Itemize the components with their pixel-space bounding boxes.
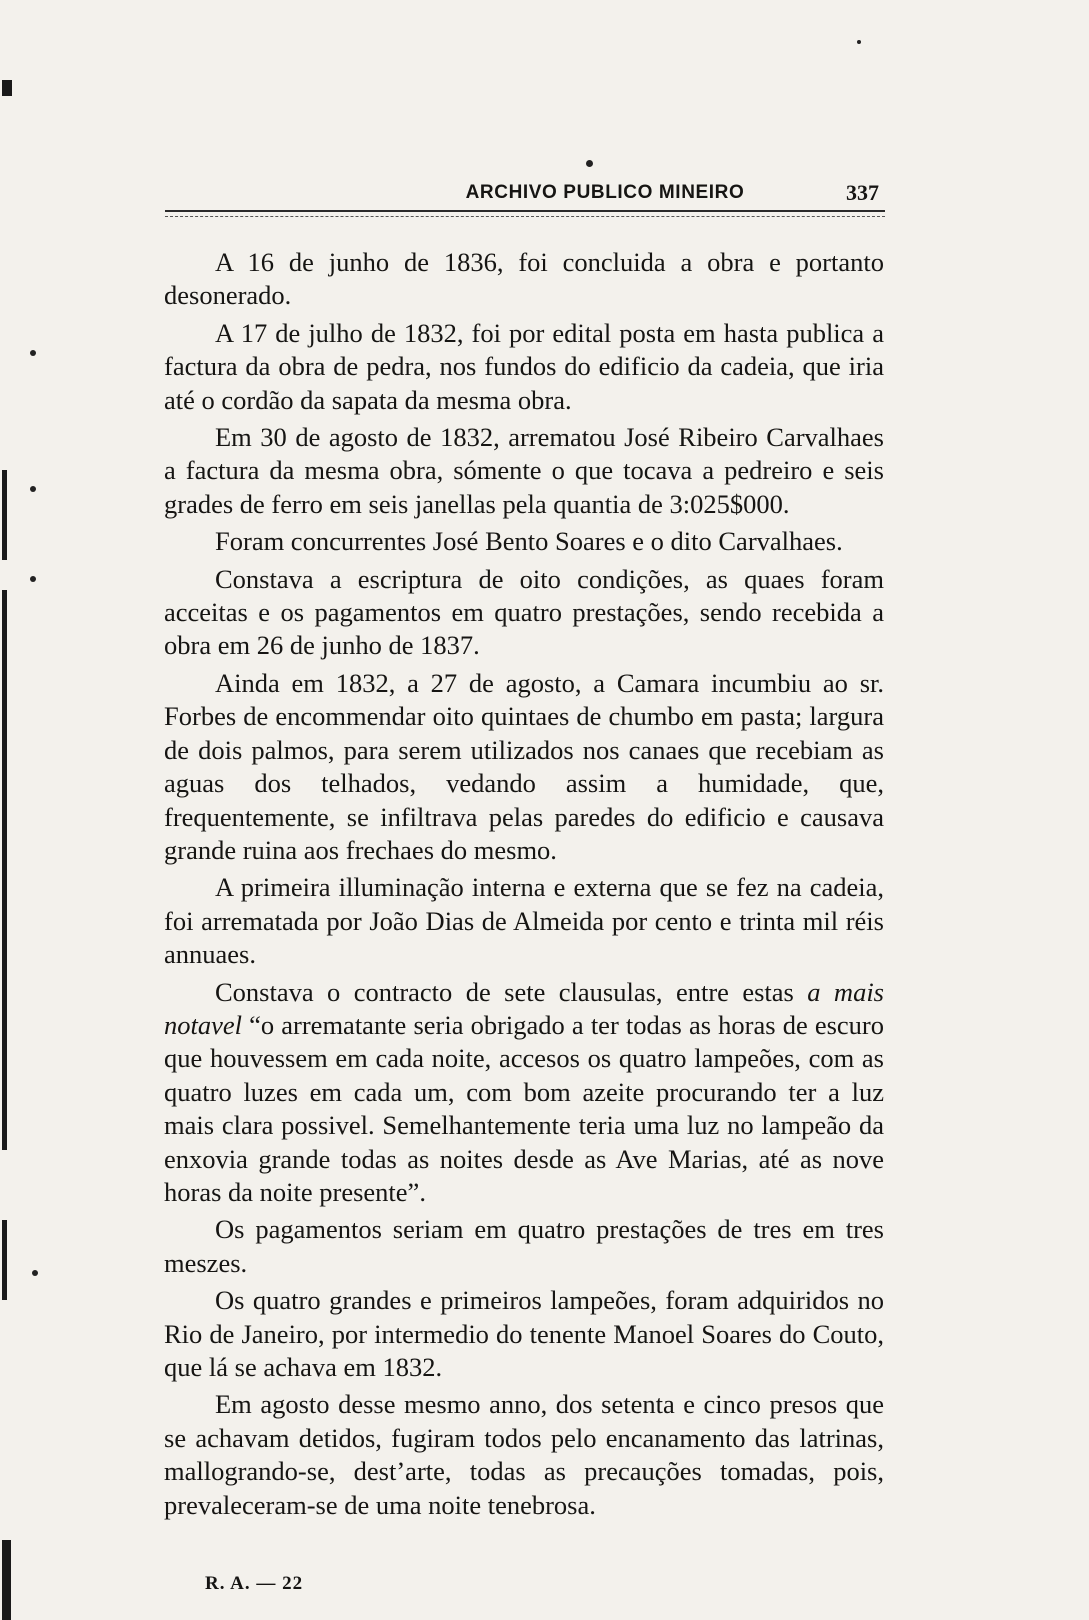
header-ornament-dot [586,160,593,167]
contract-italic-text: a mais notavel [164,976,884,1040]
contract-text-after: “o arrematante seria obrigado a ter todas as horas de escuro que houvessem em cada noite, accesos os quatro lampeões, com as quatro luzes em cada um, com bom azeite procurando ter a luz mais clara possivel. Semelhantemente teria uma luz no lampeão da enxovia grande todas as noites desde as Ave Marias, até as nove horas da noite presente”. [164,1009,884,1207]
speck [30,576,36,582]
paragraph: Constava a escriptura de oito condições, as quaes foram acceitas e os pagamentos em quatro prestações, sendo recebida a obra em 26 de junho de 1837. [164,563,884,661]
paragraph: Os pagamentos seriam em quatro prestações de tres em tres meszes. [164,1214,884,1278]
paragraph: A 17 de julho de 1832, foi por edital posta em hasta publica a factura da obra de pedra, nos fundos do edificio da cadeia, que iria até o cordão da sapata da mesma obra. [164,317,884,415]
page-header [165,180,885,220]
paragraph: Em 30 de agosto de 1832, arrematou José Ribeiro Carvalhaes a factura da mesma obra, sómente o que tocava a pedreiro e seis grades de ferro em seis janellas pela quantia de 3:025$000. [164,422,884,519]
speck [30,486,36,492]
header-rule [165,210,885,217]
paragraph: Ainda em 1832, a 27 de agosto, a Camara incumbiu ao sr. Forbes de encommendar oito quintaes de chumbo em pasta; largura de dois palmos, para serem utilizados nos canaes que recebiam as aguas dos telhados, vedando assim a humidade, que, frequentemente, se infiltrava pelas paredes do edificio e causava grande ruina aos frechaes do mesmo. [164,667,884,865]
contract-text-before: Constava o contracto de sete clausulas, entre estas [215,976,808,1007]
body-text [164,246,884,1526]
page-number: 337 [846,180,879,205]
speck [32,1270,38,1276]
edge-mark [2,1220,7,1300]
speck [857,40,861,44]
edge-mark [2,1540,11,1620]
signature-mark: R. A. — 22 [205,1573,304,1594]
paragraph: Foram concurrentes José Bento Soares e o dito Carvalhaes. [215,526,843,557]
speck [30,350,36,356]
paragraph: A 16 de junho de 1836, foi concluida a obra e portanto desonerado. [164,247,884,311]
edge-mark [2,80,12,96]
edge-mark [2,590,7,1150]
paragraph: A primeira illuminação interna e externa que se fez na cadeia, foi arrematada por João Dias de Almeida por cento e trinta mil réis annuaes. [164,872,884,970]
paragraph: Em agosto desse mesmo anno, dos setenta e cinco presos que se achavam detidos, fugiram todos pelo encanamento das latrinas, mallogrando-se, dest’arte, todas as precauções tomadas, pois, prevaleceram-se de uma noite tenebrosa. [164,1389,884,1520]
edge-mark [2,470,7,560]
binding-edge [0,0,14,1620]
paragraph: Os quatro grandes e primeiros lampeões, foram adquiridos no Rio de Janeiro, por intermedio do tenente Manoel Soares do Couto, que lá se achava em 1832. [164,1285,884,1382]
running-head: ARCHIVO PUBLICO MINEIRO [465,182,745,203]
contract-paragraph [164,976,884,1210]
